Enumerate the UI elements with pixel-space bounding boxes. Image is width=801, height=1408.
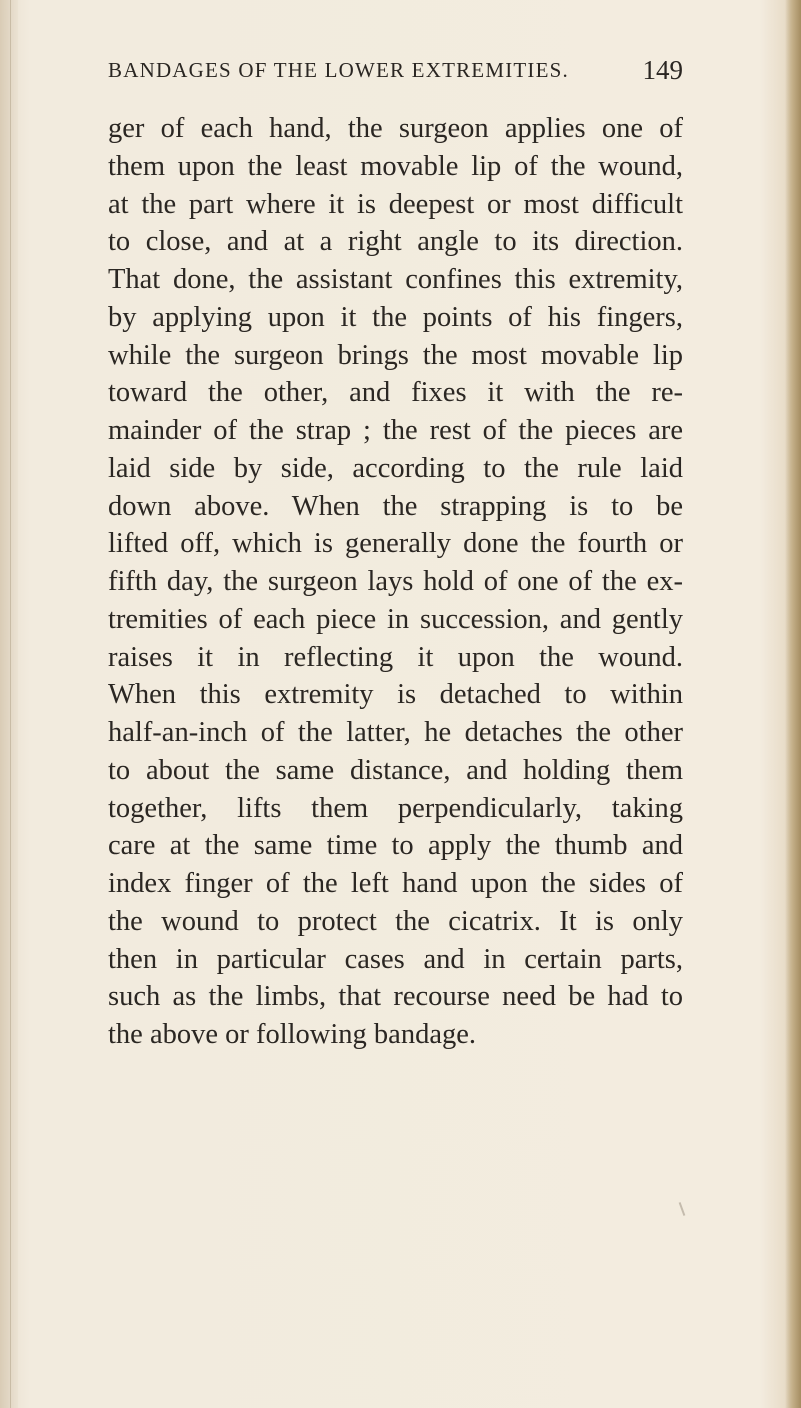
text-line: half-an-inch of the latter, he detaches the other <box>108 717 683 748</box>
text-line: by applying upon it the points of his fingers, <box>108 301 683 333</box>
text-line: tremities of each piece in succession, and gently <box>108 603 683 635</box>
text-line: the wound to protect the cicatrix. It is only <box>108 905 683 937</box>
text-line: laid side by side, according to the rule laid <box>108 452 683 484</box>
text-line: them upon the least movable lip of the wound, <box>108 150 683 182</box>
page-edge <box>785 0 801 1408</box>
text-line: raises it in reflecting it upon the wound. <box>108 641 683 673</box>
text-line: ger of each hand, the surgeon applies one of <box>108 113 683 144</box>
text-line: mainder of the strap ; the rest of the pieces are <box>108 415 683 446</box>
text-line: lifted off, which is generally done the fourth or <box>108 528 683 560</box>
page-header <box>108 55 683 88</box>
text-line: while the surgeon brings the most movable lip <box>108 339 683 371</box>
paper-blemish <box>679 1202 686 1216</box>
body-text <box>108 110 683 1054</box>
running-head: BANDAGES OF THE LOWER EXTREMITIES. <box>108 58 569 82</box>
text-line-last: the above or following bandage. <box>108 1019 477 1050</box>
text-line: such as the limbs, that recourse need be had to <box>108 981 683 1013</box>
text-line: to about the same distance, and holding them <box>108 754 683 786</box>
text-line: together, lifts them perpendicularly, taking <box>108 792 683 824</box>
page-gutter <box>0 0 18 1408</box>
text-line: then in particular cases and in certain parts, <box>108 943 683 975</box>
text-line: care at the same time to apply the thumb and <box>108 830 683 862</box>
page-number: 149 <box>642 55 683 85</box>
text-line: fifth day, the surgeon lays hold of one of the ex- <box>108 566 683 597</box>
text-line: toward the other, and fixes it with the re- <box>108 377 683 409</box>
text-line: at the part where it is deepest or most difficult <box>108 188 683 220</box>
gutter-rule <box>10 0 11 1408</box>
text-line: index finger of the left hand upon the sides of <box>108 868 683 899</box>
text-line: down above. When the strapping is to be <box>108 490 683 522</box>
text-line: to close, and at a right angle to its direction. <box>108 226 683 258</box>
text-line: When this extremity is detached to within <box>108 679 683 711</box>
text-line: That done, the assistant confines this extremity, <box>108 264 683 295</box>
